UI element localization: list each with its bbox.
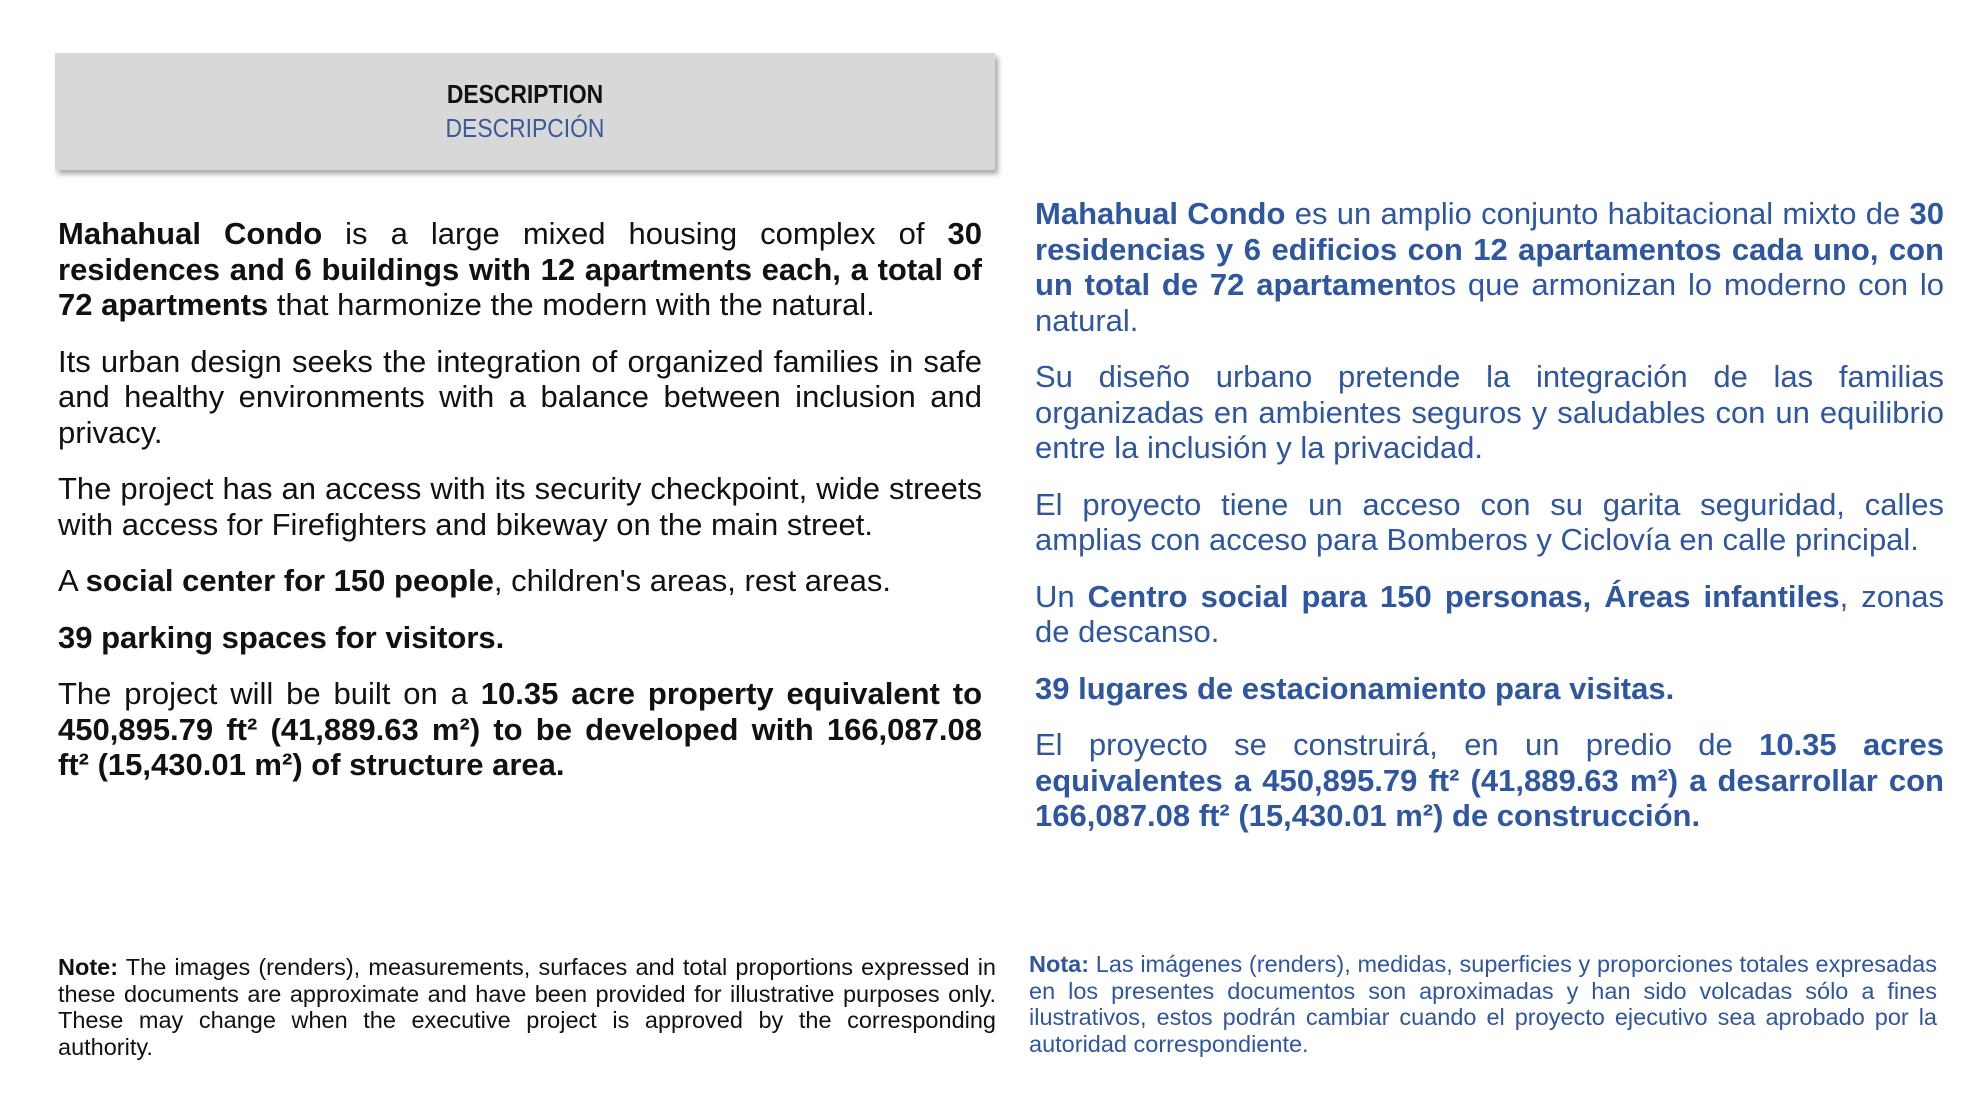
description-header — [55, 53, 995, 170]
en-paragraph-access: The project has an access with its security checkpoint, wide streets with access for Firefighters and bikeway on the main street. — [58, 471, 982, 542]
es-social-text-1: Un — [1035, 578, 1088, 614]
en-paragraph-property — [58, 676, 982, 783]
header-title-es: DESCRIPCIÓN — [445, 113, 605, 143]
header-title-en: DESCRIPTION — [446, 79, 604, 109]
en-note-label: Note: — [58, 954, 119, 980]
es-intro-text-1: es un amplio conjunto habitacional mixto de — [1285, 196, 1910, 231]
es-social-text-2: , zonas de descanso. — [1035, 578, 1944, 649]
es-paragraph-social-center — [1035, 579, 1944, 650]
es-property-highlight: 10.35 acres equivalentes a 450,895.79 ft² (41,889.63 m²) a desarrollar con 166,087.08 ft² (15,430.01 m²) de construcción. — [1035, 727, 1944, 833]
en-social-text-2: , children's areas, rest areas. — [493, 563, 891, 598]
en-social-text-1: A — [58, 563, 86, 598]
en-paragraph-design: Its urban design seeks the integration of organized families in safe and healthy environments with a balance between inclusion and privacy. — [58, 343, 982, 450]
es-paragraph-parking — [1035, 671, 1944, 707]
spanish-description — [1035, 196, 1944, 855]
es-intro-text-2: os que armonizan lo moderno con lo natural. — [1035, 267, 1944, 338]
es-paragraph-access: El proyecto tiene un acceso con su garita seguridad, calles amplias con acceso para Bomberos y Ciclovía en calle principal. — [1035, 486, 1944, 557]
en-paragraph-intro — [58, 216, 982, 323]
es-social-highlight: Centro social para 150 personas, Áreas infantiles — [1087, 578, 1840, 614]
spanish-disclaimer-note — [1029, 951, 1937, 1057]
es-project-name: Mahahual Condo — [1035, 196, 1286, 231]
es-paragraph-property — [1035, 727, 1944, 834]
en-social-highlight: social center for 150 people — [85, 563, 494, 598]
en-project-name: Mahahual Condo — [58, 216, 323, 251]
en-paragraph-parking — [58, 620, 982, 656]
english-disclaimer-note — [58, 954, 996, 1060]
es-parking-text: 39 lugares de estacionamiento para visitas. — [1035, 670, 1675, 706]
en-property-text: The project will be built on a — [58, 676, 481, 711]
english-description — [58, 216, 982, 804]
en-intro-highlight: 30 residences and 6 buildings with 12 apartments each, a total of 72 apartments — [58, 216, 982, 322]
en-parking-text: 39 parking spaces for visitors. — [58, 619, 505, 655]
es-note-text: Las imágenes (renders), medidas, superficies y proporciones totales expresadas en los presentes documentos son aproximadas y han sido volcadas sólo a fines ilustrativos, estos podrán cambiar cuando el proyecto ejecutivo sea aprobado por la autoridad correspondiente. — [1029, 951, 1937, 1057]
es-property-text: El proyecto se construirá, en un predio de — [1035, 727, 1760, 762]
en-intro-text-2: that harmonize the modern with the natural. — [268, 287, 875, 322]
en-intro-text-1: is a large mixed housing complex of — [322, 216, 948, 251]
es-note-label: Nota: — [1029, 951, 1090, 977]
es-intro-highlight: 30 residencias y 6 edificios con 12 apartamentos cada uno, con un total de 72 apartament — [1035, 196, 1945, 302]
en-note-text: The images (renders), measurements, surfaces and total proportions expressed in these documents are approximate and have been provided for illustrative purposes only. These may change when the executive project is approved by the corresponding authority. — [58, 954, 996, 1060]
es-paragraph-intro — [1035, 196, 1944, 338]
en-paragraph-social-center — [58, 563, 982, 599]
es-paragraph-design: Su diseño urbano pretende la integración de las familias organizadas en ambientes seguros y saludables con un equilibrio entre la inclusión y la privacidad. — [1035, 359, 1944, 465]
en-property-highlight: 10.35 acre property equivalent to 450,895.79 ft² (41,889.63 m²) to be developed with 166,087.08 ft² (15,430.01 m²) of structure area. — [58, 676, 982, 782]
